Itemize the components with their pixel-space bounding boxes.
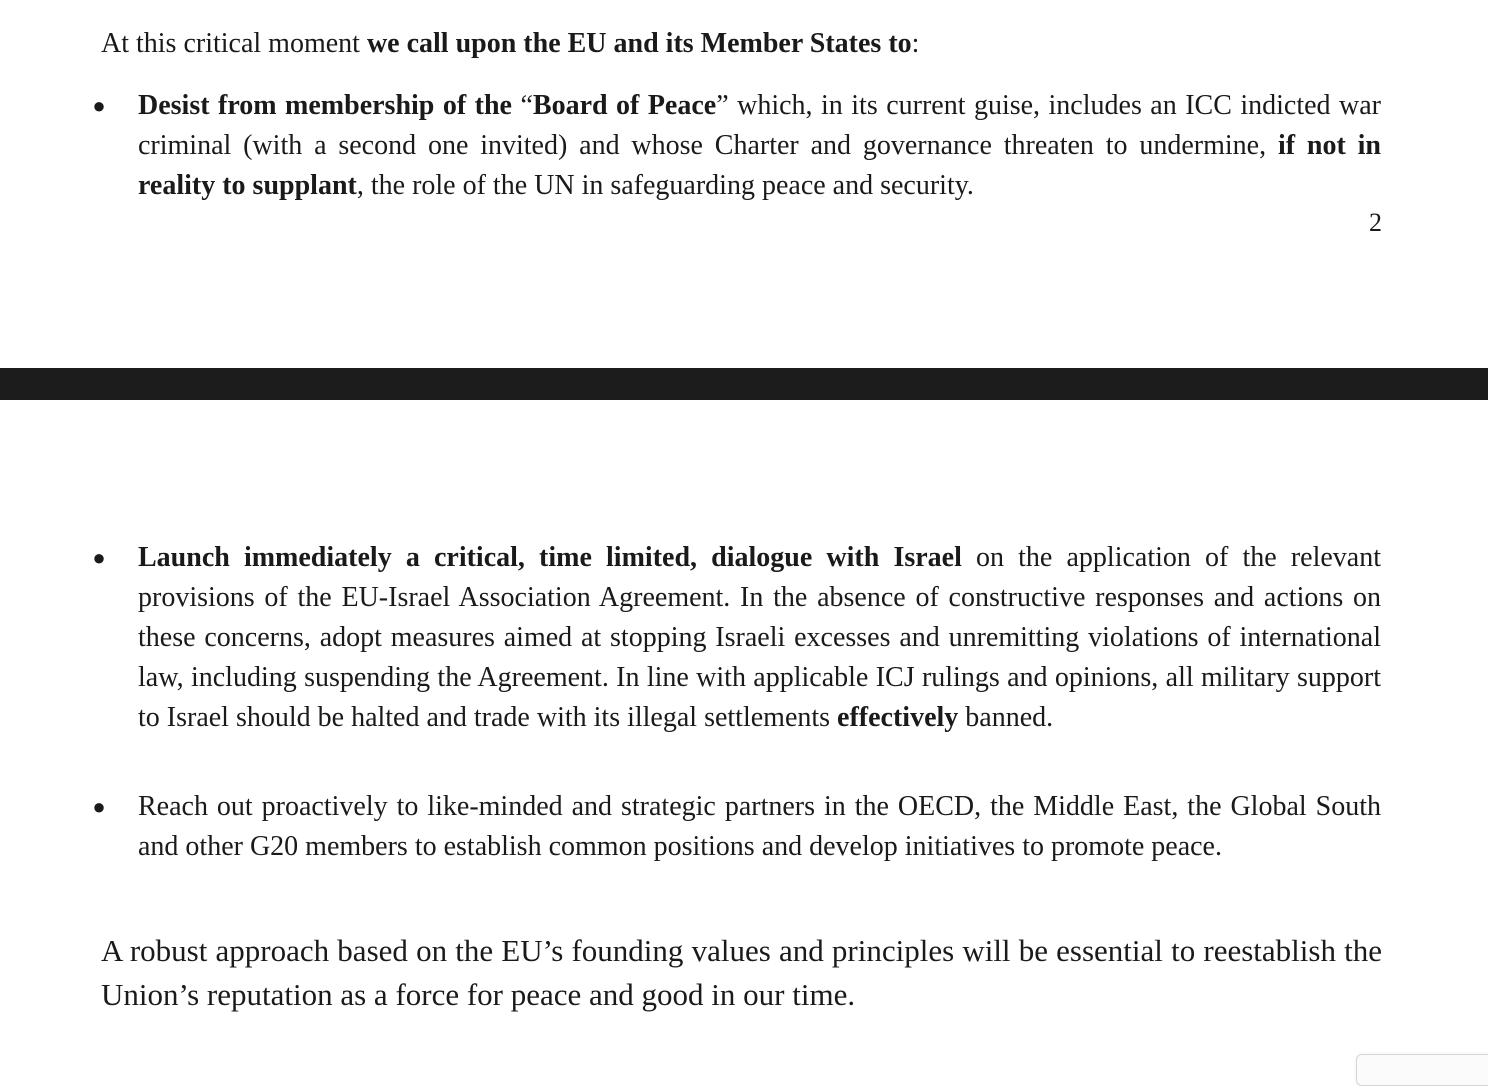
intro-prefix: At this critical moment — [101, 28, 367, 59]
bullet-marker: ● — [92, 93, 106, 118]
page-number: 2 — [1369, 208, 1382, 237]
closing-paragraph: A robust approach based on the EU’s founding values and principles will be essential to reestablish the Union’s reputation as a force for peace and good in our time. — [101, 933, 1382, 1012]
open-quote: “ — [520, 90, 533, 121]
bullet-text — [138, 86, 1381, 206]
intro-suffix: : — [911, 28, 920, 59]
bullet-text: Reach out proactively to like-minded and strategic partners in the OECD, the Middle East, the Global South and other G20 members to establish common positions and develop initiatives to promote peace. — [138, 791, 1381, 862]
bullet-bold-supplant: if not in reality to supplant — [138, 130, 1381, 201]
close-quote: ” — [716, 90, 729, 121]
document-page-upper — [0, 0, 1488, 368]
bullet-bold-phrase: Desist from membership of the — [138, 90, 521, 121]
bullet-body-text-end: , the role of the UN in safeguarding peace and security. — [356, 170, 974, 201]
bullet-bold-effectively: effectively — [837, 702, 959, 733]
bullet-bold-launch: Launch immediately a critical, time limited, dialogue with Israel — [138, 542, 962, 573]
bullet-body-text: on the application of the relevant provisions of the EU-Israel Association Agreement. In the absence of constructive responses and actions on these concerns, adopt measures aimed at stopping Israeli excesses and unremitting violations of international law, including suspending the Agreement. In line with applicable ICJ rulings and opinions, all military support to Israel should be halted and trade with its illegal settlements — [138, 542, 1381, 733]
page-separator — [0, 368, 1488, 400]
intro-paragraph — [101, 24, 1391, 64]
bullet-marker: ● — [92, 545, 106, 570]
bullet-body-text: which, in its current guise, includes an ICC indicted war criminal (with a second one invited) and whose Charter and governance threaten to undermine, — [138, 90, 1381, 161]
intro-bold-call: we call upon the EU and its Member States to — [366, 28, 912, 59]
bullet-body-text-end: banned. — [958, 702, 1054, 733]
bullet-bold-board-of-peace: Board of Peace — [532, 90, 717, 121]
bullet-text — [138, 538, 1381, 738]
bullet-marker: ● — [92, 794, 106, 819]
corner-widget[interactable] — [1356, 1054, 1488, 1086]
